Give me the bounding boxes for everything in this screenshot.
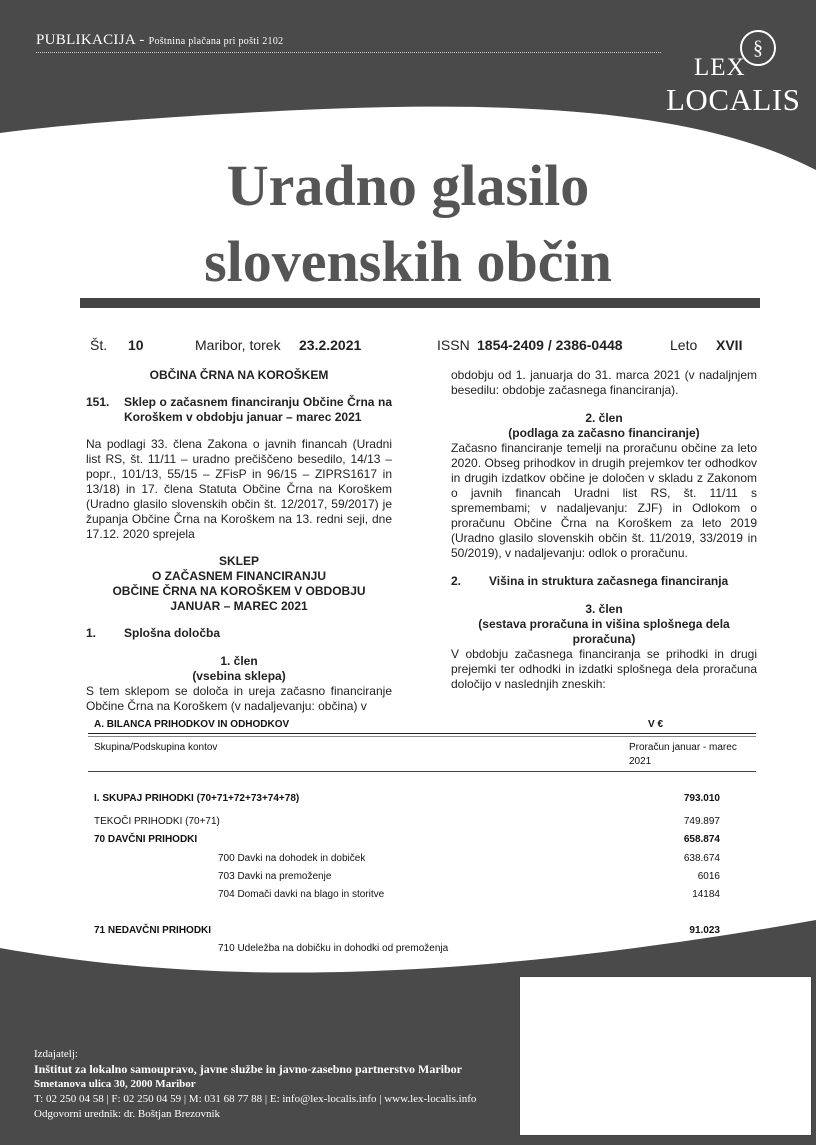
postage-note: Poštnina plačana pri pošti 2102 [148,36,284,47]
row-label: 700 Davki na dohodek in dobiček [218,853,366,864]
row-label: TEKOČI PRIHODKI (70+71) [94,816,220,827]
section-1-title: Splošna določba [124,626,221,640]
row-label: I. SKUPAJ PRIHODKI (70+71+72+73+74+78) [94,793,300,804]
section-2-number: 2. [451,574,462,588]
sklep-heading-line-4: JANUAR – MAREC 2021 [170,599,308,613]
row-label: 710 Udeležba na dobičku in dohodki od premoženja [218,943,449,954]
table-rule-second [88,736,756,737]
sklep-heading-line-1: SKLEP [218,554,259,568]
table-col2-header-2: 2021 [629,756,652,767]
logo-text-bottom: LOCALIS [666,82,801,117]
row-label: 704 Domači davki na blago in storitve [218,889,385,900]
issn-label: ISSN [437,337,470,353]
article-1-subheading: (vsebina sklepa) [192,669,286,683]
issue-label: Št. [90,337,108,353]
article-3-subheading: (sestava proračuna in višina splošnega dela proračuna) [478,617,730,646]
preamble-text: Na podlagi 33. člena Zakona o javnih financah (Uradni list RS, št. 11/11 – uradno prečiščeno besedilo, 14/13 – popr., 101/13, 55/15 – ZFisP in 96/15 – ZIPRS1617 in 13/18) in 17. člena Statuta Občine Črna na Koroškem (Uradno glasilo slovenskih občin št. 12/2017, 59/2017) je županja Občine Črna na Koroškem na 13. redni seji, dne 17.12. 2020 sprejela [86,437,392,541]
row-value: 6016 [697,871,720,882]
row-value: 658.874 [683,834,720,845]
act-heading [86,395,392,425]
sklep-heading-line-2: O ZAČASNEM FINANCIRANJU [152,569,326,583]
right-column [451,368,757,692]
row-value: 638.674 [683,853,720,864]
title-line-1: Uradno glasilo [226,153,590,218]
header-dotted-rule [36,52,661,53]
act-title: Sklep o začasnem financiranju Občine Črna na Koroškem v obdobju januar – marec 2021 [124,395,392,424]
article-2-text: Začasno financiranje temelji na proračunu občine za leto 2020. Obseg prihodkov in drugih prejemkov ter odhodkov in drugih izdatkov občine je določen v skladu z Zakonom o javnih financah Uradni list RS, št. 11/11 s spremembami; v nadaljevanju: ZJF) in Odlokom o proračunu Občine Črna na Koroškem za leto 2019 (Uradno glasilo slovenskih občin št. 11/2019, 33/2019 in 50/2019), v nadaljevanju: odlok o proračunu. [451,441,757,560]
row-label: 70 DAVČNI PRIHODKI [94,834,198,845]
row-value: 793.010 [683,793,720,804]
footer-publisher-info [34,1047,476,1122]
logo-text-top: LEX [694,54,746,81]
section-2-title: Višina in struktura začasnega financiranja [489,574,729,588]
section-sign-icon: § [740,30,776,66]
table-rule-top [88,733,756,734]
article-1-text: S tem sklepom se določa in ureja začasno financiranje Občine Črna na Koroškem (v nadaljevanju: občina) v [86,684,392,713]
table-header-rule [88,771,756,772]
article-3-text: V obdobju začasnega financiranja se prihodki in drugi prejemki ter odhodki in izdatki splošnega dela proračuna določijo v naslednjih zneskih: [451,647,757,691]
table-col2-header-1: Proračun januar - marec [629,742,737,753]
issue-date: 23.2.2021 [299,337,362,353]
section-1-number: 1. [86,626,97,640]
publisher-name: Inštitut za lokalno samoupravo, javne službe in javno-zasebno partnerstvo Maribor [34,1062,463,1076]
row-value: 749.897 [683,816,720,827]
table-unit: V € [648,719,664,730]
article-1-heading: 1. člen [220,654,258,668]
section-2-heading [451,574,757,589]
publication-separator: - [139,32,145,48]
table-col1-header: Skupina/Podskupina kontov [94,742,218,753]
section-1-heading [86,626,392,641]
sklep-heading [86,554,392,614]
publication-label: PUBLIKACIJA [36,32,136,48]
issue-number: 10 [128,337,144,353]
row-label: 703 Davki na premoženje [218,871,332,882]
lex-localis-logo [664,30,801,120]
row-value: 14184 [692,889,720,900]
publisher-contacts: T: 02 250 04 58 | F: 02 250 04 59 | M: 031 68 77 88 | E: info@lex-localis.info | www.lex-localis.info [34,1093,477,1105]
article-3-heading: 3. člen [585,602,623,616]
table-title: A. BILANCA PRIHODKOV IN ODHODKOV [94,719,290,730]
title-rule [80,298,760,308]
place-day: Maribor, torek [195,337,281,353]
footer-blank-box [519,976,812,1136]
act-number: 151. [86,395,110,409]
row-label: 71 NEDAVČNI PRIHODKI [94,925,212,936]
publisher-label: Izdajatelj: [34,1048,78,1060]
article-2-heading: 2. člen [585,411,623,425]
publisher-address: Smetanova ulica 30, 2000 Maribor [34,1078,196,1090]
editor-in-chief: Odgovorni urednik: dr. Boštjan Brezovnik [34,1108,221,1120]
municipality-heading: OBČINA ČRNA NA KOROŠKEM [149,368,329,382]
title-line-2: slovenskih občin [204,229,612,294]
article-2-subheading: (podlaga za začasno financiranje) [508,426,700,440]
sklep-heading-line-3: OBČINE ČRNA NA KOROŠKEM V OBDOBJU [112,584,366,598]
year-number: XVII [716,337,743,353]
year-label: Leto [670,337,698,353]
publication-line [36,32,283,49]
row-value: 91.023 [689,925,720,936]
issn-number: 1854-2409 / 2386-0448 [477,337,623,353]
page-title [0,148,816,300]
continuation-text: obdobju od 1. januarja do 31. marca 2021 (v nadaljnjem besedilu: obdobje začasnega financiranja). [451,368,757,397]
left-column [86,368,392,714]
